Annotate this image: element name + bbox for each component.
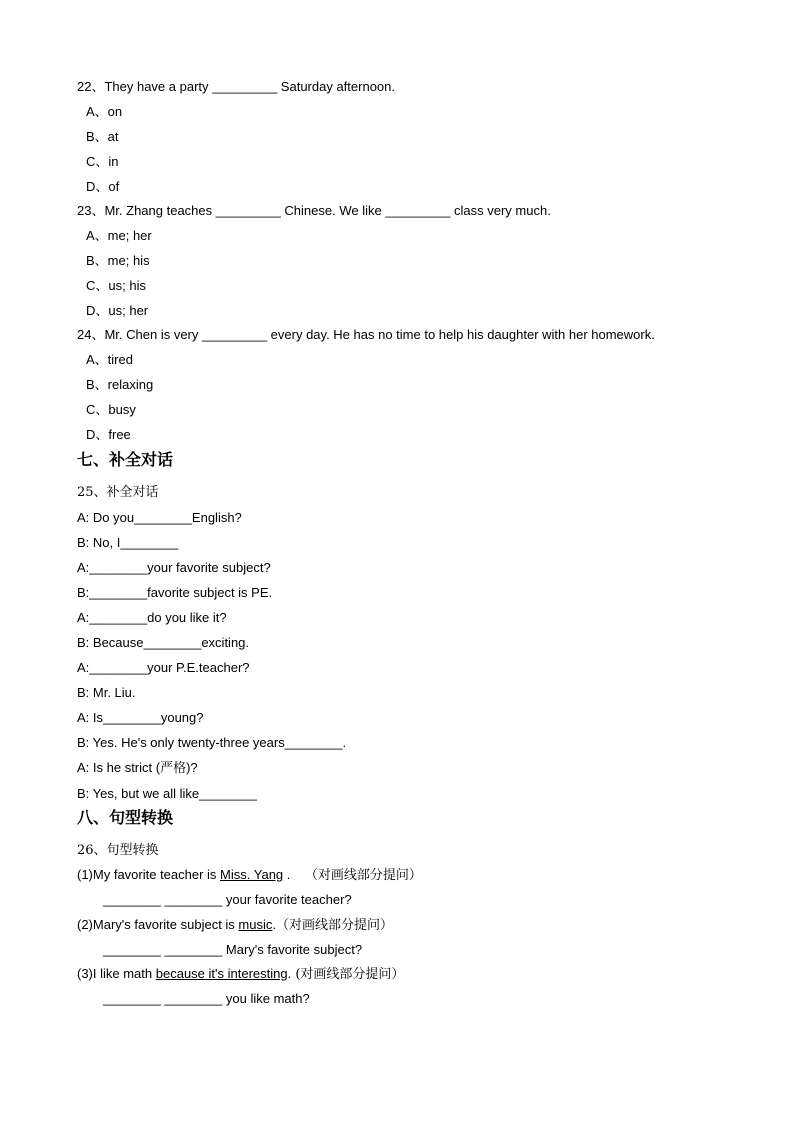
transform-item-3-note: (对画线部分提问） <box>291 967 405 982</box>
transform-item-3-prefix: (3)I like math <box>77 966 156 981</box>
transform-item-2-suffix: . <box>272 917 276 932</box>
dialogue-line: A:________your favorite subject? <box>77 560 271 575</box>
transform-item-1-note: （对画线部分提问） <box>304 868 422 883</box>
transform-item-2 <box>77 917 393 934</box>
transform-item-1-underlined: Miss. Yang <box>220 867 284 882</box>
transform-item-1-prefix: (1)My favorite teacher is <box>77 867 221 882</box>
question-23-option-d: D、us; her <box>86 303 149 318</box>
question-24-option-b: B、relaxing <box>86 377 154 392</box>
question-26-label: 26、句型转换 <box>77 843 159 858</box>
question-22-option-a: A、on <box>86 104 123 119</box>
dialogue-line: B: Because________exciting. <box>77 635 250 650</box>
dialogue-line: A: Is________young? <box>77 710 204 725</box>
transform-item-1-answer: ________ ________ your favorite teacher? <box>103 892 352 907</box>
question-24-option-c: C、busy <box>86 402 136 417</box>
section-7-heading: 七、补全对话 <box>77 450 174 469</box>
transform-item-1-suffix: . <box>283 867 291 882</box>
transform-item-3-underlined: because it's interesting <box>155 966 288 981</box>
question-22-option-c: C、in <box>86 154 119 169</box>
transform-item-2-prefix: (2)Mary's favorite subject is <box>77 917 239 932</box>
question-23-stem: 23、Mr. Zhang teaches _________ Chinese. We like _________ class very much. <box>77 203 551 218</box>
question-24-stem: 24、Mr. Chen is very _________ every day. He has no time to help his daughter with her homework. <box>77 327 655 342</box>
dialogue-line: A: Is he strict (严格)? <box>77 760 198 775</box>
question-23-option-a: A、me; her <box>86 228 152 243</box>
section-8-heading: 八、句型转换 <box>77 808 174 827</box>
transform-item-3 <box>77 966 404 983</box>
dialogue-line: B: Yes. He's only twenty-three years________. <box>77 735 347 750</box>
dialogue-line: B: Mr. Liu. <box>77 685 136 700</box>
dialogue-line: B:________favorite subject is PE. <box>77 585 273 600</box>
dialogue-line: A:________your P.E.teacher? <box>77 660 250 675</box>
dialogue-line: A:________do you like it? <box>77 610 227 625</box>
question-25-label: 25、补全对话 <box>77 485 159 500</box>
question-24-option-a: A、tired <box>86 352 133 367</box>
transform-item-2-note: （对画线部分提问） <box>276 918 394 933</box>
dialogue-line: A: Do you________English? <box>77 510 242 525</box>
dialogue-line: B: No, I________ <box>77 535 179 550</box>
question-22-stem: 22、They have a party _________ Saturday afternoon. <box>77 79 395 94</box>
transform-item-2-answer: ________ ________ Mary's favorite subject? <box>103 942 363 957</box>
question-23-option-c: C、us; his <box>86 278 146 293</box>
transform-item-1 <box>77 867 422 884</box>
transform-item-3-suffix: . <box>287 966 292 981</box>
question-23-option-b: B、me; his <box>86 253 150 268</box>
question-22-option-b: B、at <box>86 129 119 144</box>
dialogue-line: B: Yes, but we all like________ <box>77 786 257 801</box>
transform-item-3-answer: ________ ________ you like math? <box>103 991 310 1006</box>
question-24-option-d: D、free <box>86 427 131 442</box>
transform-item-2-underlined: music <box>238 917 273 932</box>
question-22-option-d: D、of <box>86 179 120 194</box>
